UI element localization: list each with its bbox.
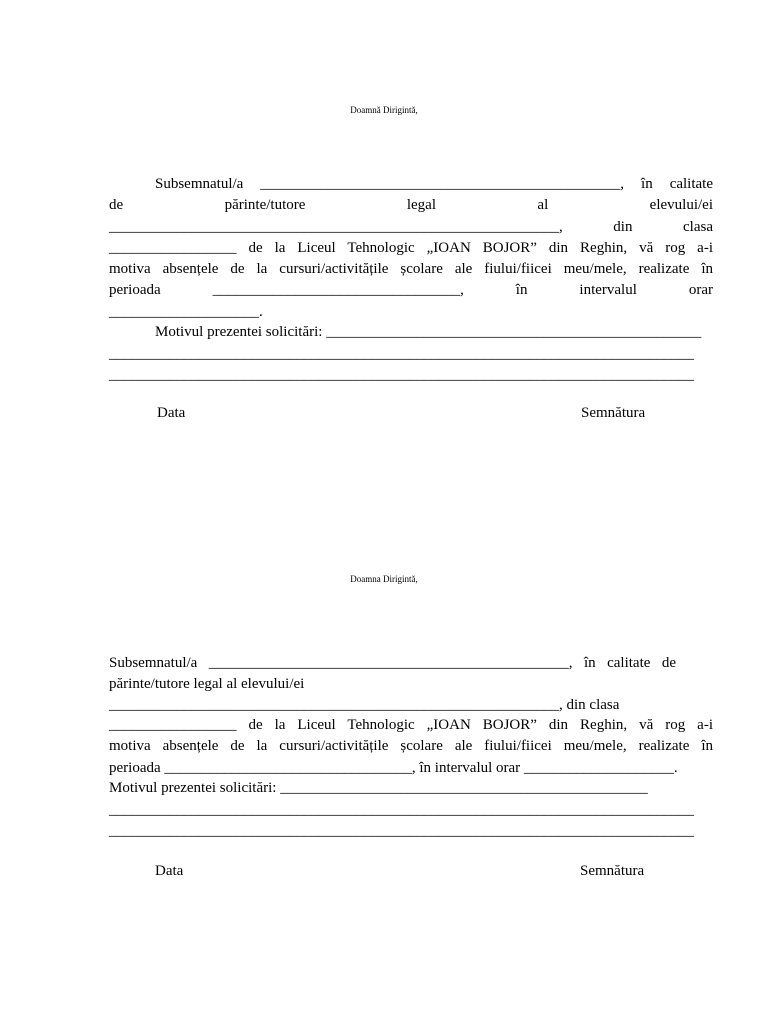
form-2-blank-line-2: ______________________________________________________________________________ [109,823,694,839]
form-1-line-7: ____________________. [109,304,263,320]
form-2-date-label: Data [155,863,184,879]
form-1-line-3: ____________________________________________________________, din clasa [109,219,713,235]
form-2-line-2: părinte/tutore legal al elevului/ei [109,676,305,692]
form-1-line-6: perioada _________________________________, în intervalul orar [109,282,713,298]
form-1-line-1: Subsemnatul/a ________________________________________________, în calitate [155,176,713,192]
form-2-title: Doamna Dirigintă, [350,574,418,584]
form-1-blank-line-2: ______________________________________________________________________________ [109,367,694,383]
form-1-reason-line: Motivul prezentei solicitări: __________________________________________________ [155,324,702,340]
form-2-line-6: perioada _________________________________, în intervalul orar ____________________. [109,760,678,776]
form-1-signature-label: Semnătura [581,405,646,421]
form-2-reason-line: Motivul prezentei solicitări: _________________________________________________ [109,780,648,796]
form-2-line-4: _________________ de la Liceul Tehnologic „IOAN BOJOR” din Reghin, vă rog a-i [109,717,713,733]
form-1-line-4: _________________ de la Liceul Tehnologic „IOAN BOJOR” din Reghin, vă rog a-i [109,240,713,256]
form-2-blank-line-1: ______________________________________________________________________________ [109,802,694,818]
form-1-blank-line-1: ______________________________________________________________________________ [109,346,694,362]
form-1-date-label: Data [157,405,186,421]
form-2-signature-label: Semnătura [580,863,645,879]
form-1-line-5: motiva absențele de la cursuri/activitățile școlare ale fiului/fiicei meu/mele, realizate în [109,261,713,277]
form-2-line-5: motiva absențele de la cursuri/activitățile școlare ale fiului/fiicei meu/mele, realizate în [109,738,713,754]
form-1-title: Doamnă Dirigintă, [350,105,418,115]
form-2-line-3: ____________________________________________________________, din clasa [109,697,620,713]
form-2-line-1: Subsemnatul/a ________________________________________________, în calitate de [109,655,676,671]
form-1-line-2: de părinte/tutore legal al elevului/ei [109,197,713,213]
